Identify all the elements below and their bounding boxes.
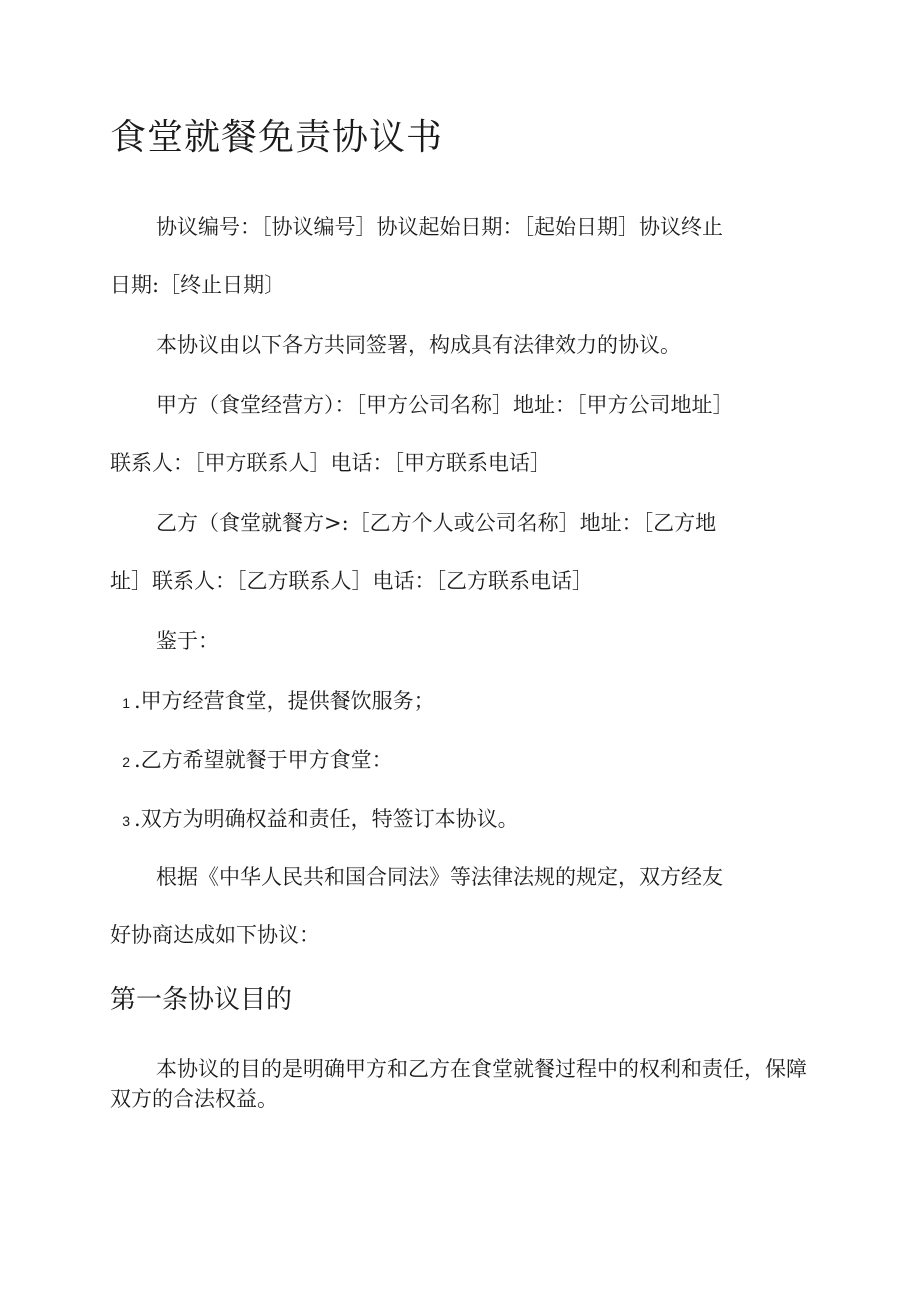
agreement-info-line-1: 协议编号：［协议编号］协议起始日期：［起始日期］协议终止 — [156, 215, 723, 239]
party-a-line-1: 甲方（食堂经营方）：［甲方公司名称］地址：［甲方公司地址］ — [156, 393, 734, 417]
list-item — [108, 745, 393, 777]
agreement-statement: 本协议由以下各方共同签署，构成具有法律效力的协议。 — [156, 333, 681, 357]
legal-basis-line-2: 好协商达成如下协议： — [110, 923, 320, 947]
list-item-number: 3 — [122, 812, 130, 829]
list-item-text: .甲方经营食堂，提供餐饮服务； — [134, 689, 435, 713]
list-item-number: 1 — [122, 694, 130, 711]
list-item-text: .双方为明确权益和责任，特签订本协议。 — [134, 807, 519, 831]
list-item-number: 2 — [122, 753, 130, 770]
whereas-label: 鉴于： — [156, 629, 219, 653]
list-item — [108, 804, 519, 836]
list-item-text: .乙方希望就餐于甲方食堂： — [134, 748, 393, 772]
party-b-line-1: 乙方（食堂就餐方>:［乙方个人或公司名称］地址：［乙方地 — [156, 511, 717, 535]
list-item — [108, 686, 435, 718]
party-b-line-2: 址］联系人：［乙方联系人］电话：［乙方联系电话］ — [110, 569, 593, 593]
legal-basis-line-1: 根据《中华人民共和国合同法》等法律法规的规定，双方经友 — [156, 865, 723, 889]
document-title: 食堂就餐免责协议书 — [110, 117, 444, 158]
party-a-line-2: 联系人：［甲方联系人］电话：［甲方联系电话］ — [110, 451, 551, 475]
article-1-paragraph: 本协议的目的是明确甲方和乙方在食堂就餐过程中的权利和责任，保障双方的合法权益。 — [110, 1057, 807, 1111]
article-1-heading: 第一条协议目的 — [110, 985, 293, 1015]
agreement-info-line-2: 日期:［终止日期〕 — [110, 273, 286, 297]
